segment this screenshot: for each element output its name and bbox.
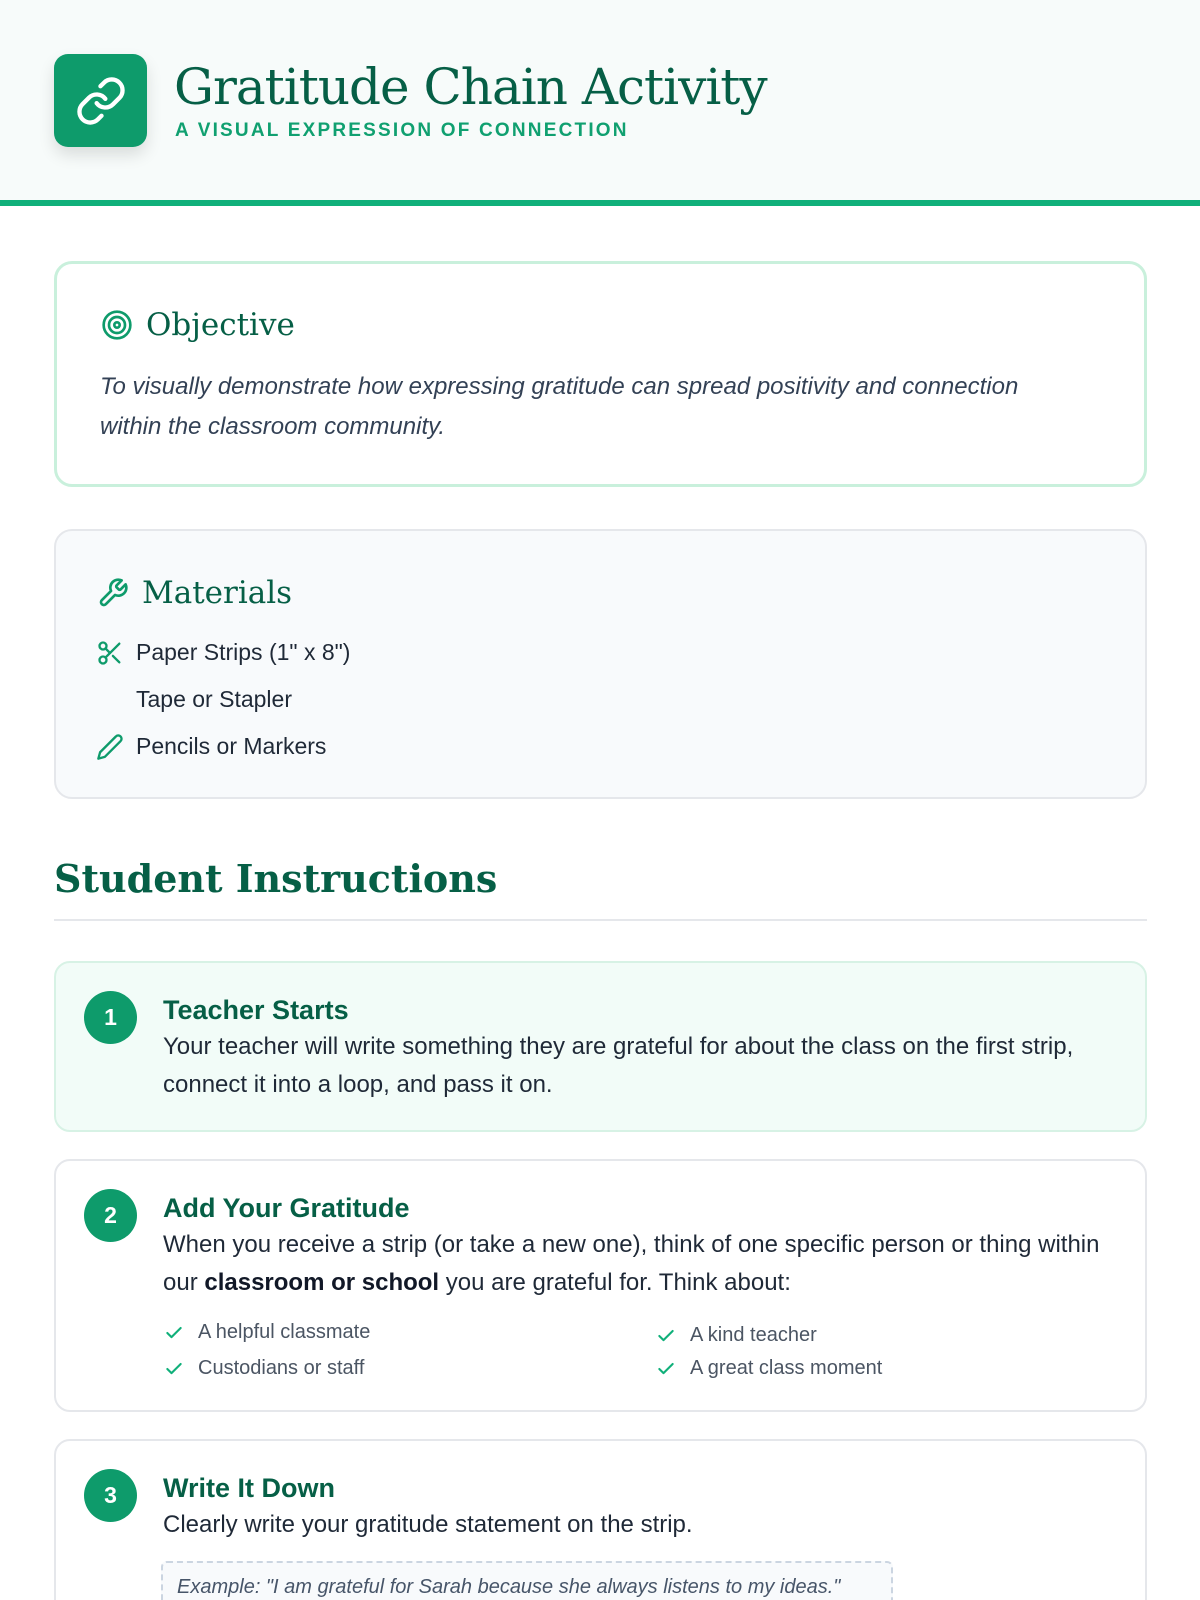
step-card-2 [54, 1159, 1147, 1412]
wrench-icon [97, 577, 129, 609]
step-number-badge: 3 [84, 1469, 137, 1522]
page-title: Gratitude Chain Activity [174, 58, 767, 116]
list-item [96, 723, 350, 770]
step-number-badge: 1 [84, 991, 137, 1044]
target-icon [101, 309, 133, 341]
check-icon [656, 1359, 676, 1379]
objective-heading-label: Objective [146, 307, 295, 343]
checklist-label: A kind teacher [690, 1324, 817, 1346]
link-icon [75, 75, 127, 127]
step-title: Teacher Starts [163, 995, 349, 1025]
step-body: Clearly write your gratitude statement on the strip. [163, 1511, 693, 1538]
checklist-item [164, 1357, 364, 1380]
logo [54, 54, 147, 147]
material-label: Paper Strips (1" x 8") [136, 639, 351, 665]
checklist-label: A helpful classmate [198, 1321, 371, 1343]
list-item [96, 676, 350, 723]
material-label: Pencils or Markers [136, 733, 327, 759]
instructions-heading: Student Instructions [54, 856, 498, 901]
objective-text: To visually demonstrate how expressing gratitude can spread positivity and connection within the classroom community. [100, 373, 1019, 440]
checklist-label: Custodians or staff [198, 1357, 365, 1379]
example-box: Example: "I am grateful for Sarah because she always listens to my ideas." [161, 1561, 893, 1600]
divider [54, 919, 1147, 921]
check-icon [164, 1359, 184, 1379]
materials-card [54, 529, 1147, 799]
step-body [163, 1226, 1123, 1302]
check-icon [656, 1326, 676, 1346]
checklist-item [656, 1324, 817, 1347]
step-body: Your teacher will write something they are grateful for about the class on the first strip, connect it into a loop, and pass it on. [163, 1033, 1074, 1098]
step-card-1 [54, 961, 1147, 1132]
step-body-emphasis: classroom or school [204, 1269, 440, 1296]
step-body-text: When you receive a strip (or take a new one), think of one specific person or thing within our [163, 1231, 1100, 1296]
scissors-icon [96, 639, 124, 667]
page-header [0, 0, 1200, 206]
material-label: Tape or Stapler [136, 686, 292, 712]
checklist-label: A great class moment [690, 1357, 883, 1379]
materials-heading [97, 575, 292, 611]
step-body-text: you are grateful for. Think about: [439, 1269, 791, 1296]
pencil-icon [96, 733, 124, 761]
page-subtitle: A VISUAL EXPRESSION OF CONNECTION [175, 120, 629, 141]
objective-heading [101, 307, 295, 343]
materials-heading-label: Materials [142, 575, 293, 611]
checklist-item [164, 1321, 370, 1344]
objective-card [54, 261, 1147, 487]
step-number-badge: 2 [84, 1189, 137, 1242]
step-title: Write It Down [163, 1473, 335, 1503]
materials-list [96, 629, 350, 770]
check-icon [164, 1323, 184, 1343]
checklist-item [656, 1357, 882, 1380]
step-title: Add Your Gratitude [163, 1193, 410, 1223]
list-item [96, 629, 350, 676]
